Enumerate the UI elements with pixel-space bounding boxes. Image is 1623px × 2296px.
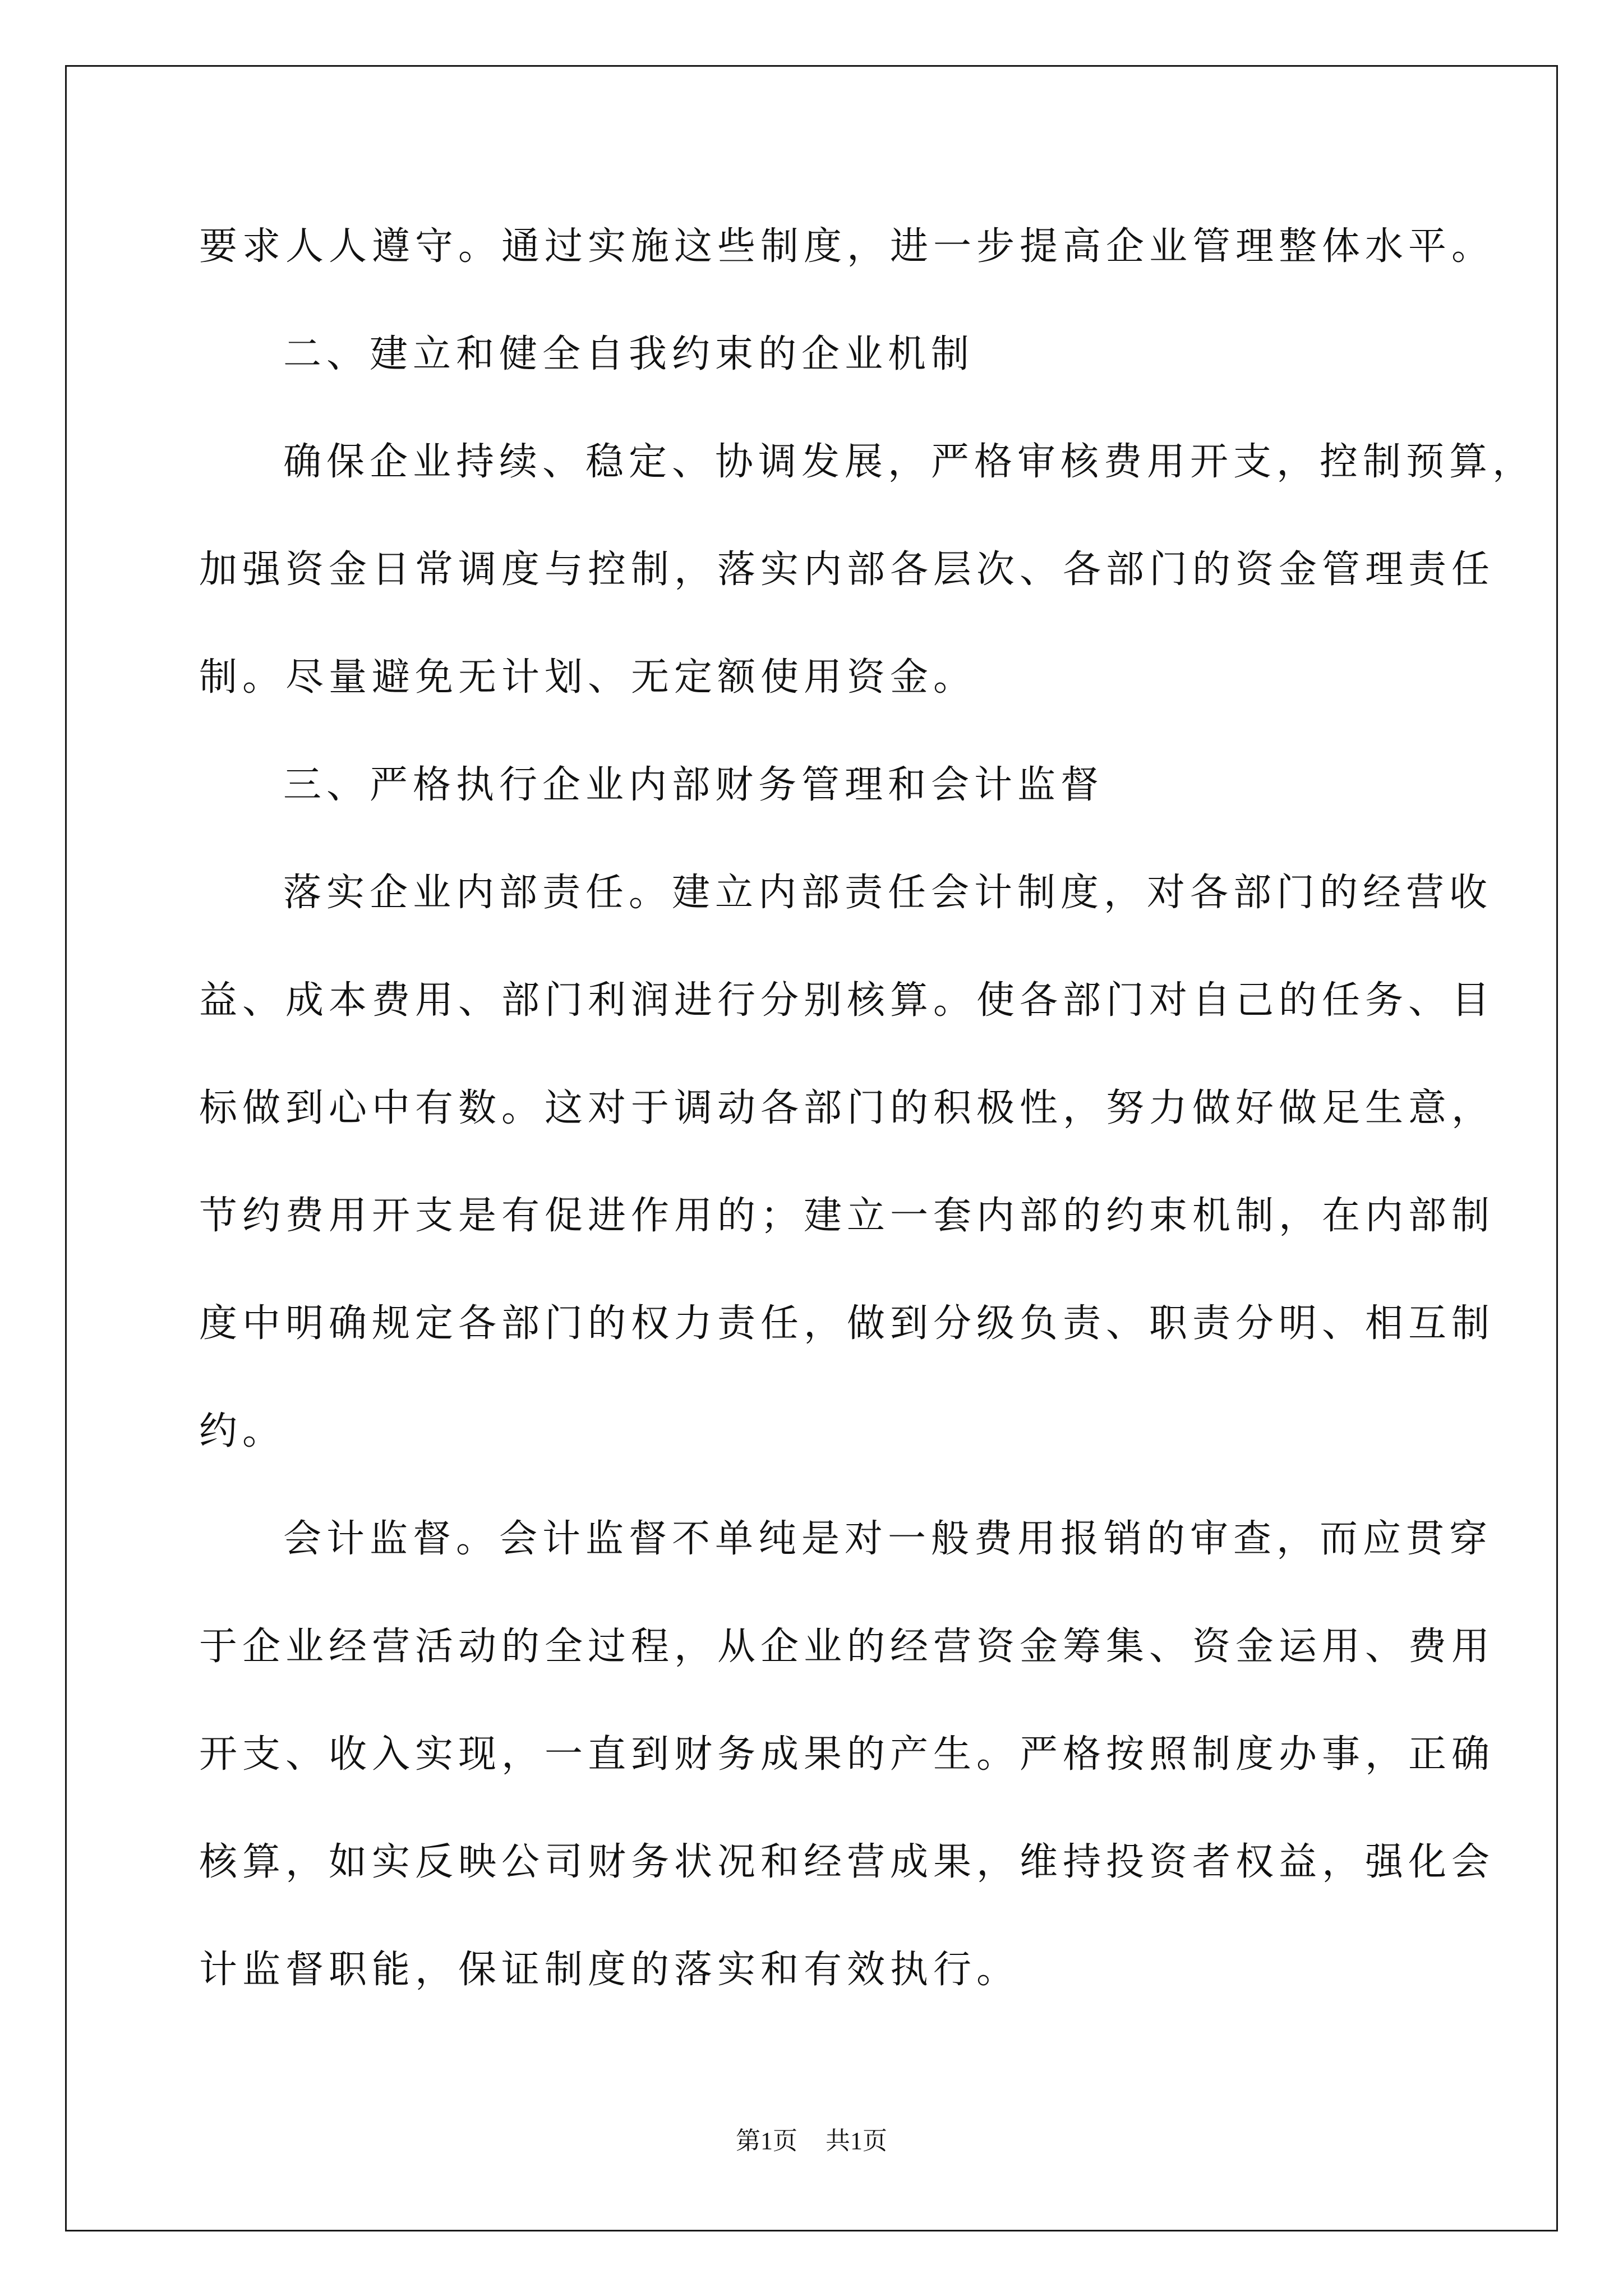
paragraph-line: 于企业经营活动的全过程，从企业的经营资金筹集、资金运用、费用: [199, 1625, 1495, 1669]
page-footer: [0, 2120, 1623, 2156]
paragraph-line: 制。尽量避免无计划、无定额使用资金。: [199, 655, 977, 700]
paragraph-line: 计监督职能，保证制度的落实和有效执行。: [199, 1948, 1020, 1992]
paragraph-line: 会计监督。会计监督不单纯是对一般费用报销的审查，而应贯穿: [283, 1517, 1493, 1561]
paragraph-line: 落实企业内部责任。建立内部责任会计制度，对各部门的经营收: [283, 871, 1493, 915]
paragraph-line: 标做到心中有数。这对于调动各部门的积极性，努力做好做足生意，: [199, 1086, 1495, 1130]
section-heading: 三、严格执行企业内部财务管理和会计监督: [283, 763, 1104, 807]
paragraph-line: 度中明确规定各部门的权力责任，做到分级负责、职责分明、相互制: [199, 1301, 1495, 1346]
paragraph-line: 约。: [199, 1409, 286, 1453]
paragraph-line: 核算，如实反映公司财务状况和经营成果，维持投资者权益，强化会: [199, 1840, 1495, 1884]
page-number-total: 共1页: [826, 2127, 887, 2155]
document-body: [199, 213, 1536, 2044]
section-heading: 二、建立和健全自我约束的企业机制: [283, 332, 975, 376]
paragraph-line: 确保企业持续、稳定、协调发展，严格审核费用开支，控制预算，: [283, 440, 1536, 484]
paragraph-line: 加强资金日常调度与控制，落实内部各层次、各部门的资金管理责任: [199, 547, 1495, 592]
paragraph-line: 益、成本费用、部门利润进行分别核算。使各部门对自己的任务、目: [199, 978, 1495, 1023]
paragraph-line: 要求人人遵守。通过实施这些制度，进一步提高企业管理整体水平。: [199, 224, 1495, 269]
paragraph-line: 节约费用开支是有促进作用的；建立一套内部的约束机制，在内部制: [199, 1194, 1495, 1238]
paragraph-line: 开支、收入实现，一直到财务成果的产生。严格按照制度办事，正确: [199, 1732, 1495, 1777]
page-number-current: 第1页: [736, 2127, 797, 2155]
